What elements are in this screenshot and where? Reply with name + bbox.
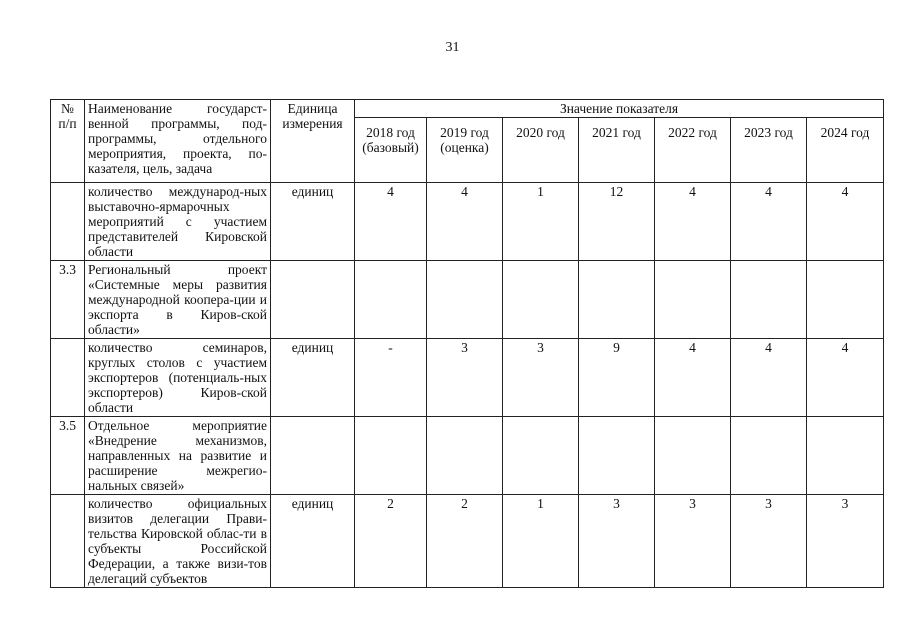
row-name: количество официальных визитов делегации Прави-тельства Кировской облас-ти в субъекты Российской Федерации, а также визи-тов делегаций субъектов — [85, 495, 271, 588]
row-unit: единиц — [271, 183, 355, 261]
row-number: 3.5 — [51, 417, 85, 495]
header-year-2023: 2023 год — [731, 118, 807, 183]
row-number — [51, 183, 85, 261]
table-header-row — [51, 100, 884, 118]
row-value-2022 — [655, 261, 731, 339]
table-row — [51, 495, 884, 588]
header-year-2020: 2020 год — [503, 118, 579, 183]
row-unit — [271, 261, 355, 339]
page-number: 31 — [445, 40, 460, 55]
row-value-2018 — [355, 417, 427, 495]
row-value-2021 — [579, 417, 655, 495]
row-value-2021: 9 — [579, 339, 655, 417]
row-number — [51, 495, 85, 588]
table-row — [51, 339, 884, 417]
row-name: Отдельное мероприятие «Внедрение механизмов, направленных на развитие и расширение межрегио-нальных связей» — [85, 417, 271, 495]
row-value-2023: 4 — [731, 339, 807, 417]
header-number: № п/п — [51, 100, 85, 183]
row-value-2022 — [655, 417, 731, 495]
header-year-2024: 2024 год — [807, 118, 884, 183]
row-value-2019: 3 — [427, 339, 503, 417]
row-value-2021: 3 — [579, 495, 655, 588]
row-value-2024 — [807, 417, 884, 495]
header-year-2018: 2018 год (базовый) — [355, 118, 427, 183]
row-value-2023: 4 — [731, 183, 807, 261]
row-value-2023 — [731, 261, 807, 339]
row-value-2019 — [427, 261, 503, 339]
row-value-2020: 3 — [503, 339, 579, 417]
header-name: Наименование государст-венной программы, под-программы, отдельного мероприятия, проекта, по-казателя, цель, задача — [85, 100, 271, 183]
row-value-2024: 4 — [807, 339, 884, 417]
row-value-2020 — [503, 417, 579, 495]
row-value-2018: - — [355, 339, 427, 417]
row-value-2023 — [731, 417, 807, 495]
row-value-2020: 1 — [503, 183, 579, 261]
row-value-2022: 4 — [655, 183, 731, 261]
row-name: Региональный проект «Системные меры развития международной коопера-ции и экспорта в Киров-ской области» — [85, 261, 271, 339]
header-year-2021: 2021 год — [579, 118, 655, 183]
header-unit: Единица измерения — [271, 100, 355, 183]
row-value-2024 — [807, 261, 884, 339]
row-value-2021: 12 — [579, 183, 655, 261]
row-value-2018: 2 — [355, 495, 427, 588]
row-value-2024: 4 — [807, 183, 884, 261]
row-value-2019: 2 — [427, 495, 503, 588]
row-unit — [271, 417, 355, 495]
table-row — [51, 261, 884, 339]
row-unit: единиц — [271, 339, 355, 417]
header-indicator-values: Значение показателя — [355, 100, 884, 118]
row-value-2022: 4 — [655, 339, 731, 417]
header-year-2019: 2019 год (оценка) — [427, 118, 503, 183]
row-value-2020: 1 — [503, 495, 579, 588]
row-value-2022: 3 — [655, 495, 731, 588]
table-row — [51, 183, 884, 261]
row-value-2024: 3 — [807, 495, 884, 588]
row-value-2019: 4 — [427, 183, 503, 261]
row-unit: единиц — [271, 495, 355, 588]
table-row — [51, 417, 884, 495]
header-year-2022: 2022 год — [655, 118, 731, 183]
row-value-2021 — [579, 261, 655, 339]
row-number — [51, 339, 85, 417]
row-name: количество международ-ных выставочно-ярмарочных мероприятий с участием представителей Кировской области — [85, 183, 271, 261]
row-value-2019 — [427, 417, 503, 495]
row-number: 3.3 — [51, 261, 85, 339]
indicator-table — [50, 99, 884, 588]
row-name: количество семинаров, круглых столов с участием экспортеров (потенциаль-ных экспортеров) Киров-ской области — [85, 339, 271, 417]
row-value-2023: 3 — [731, 495, 807, 588]
row-value-2018: 4 — [355, 183, 427, 261]
row-value-2020 — [503, 261, 579, 339]
row-value-2018 — [355, 261, 427, 339]
